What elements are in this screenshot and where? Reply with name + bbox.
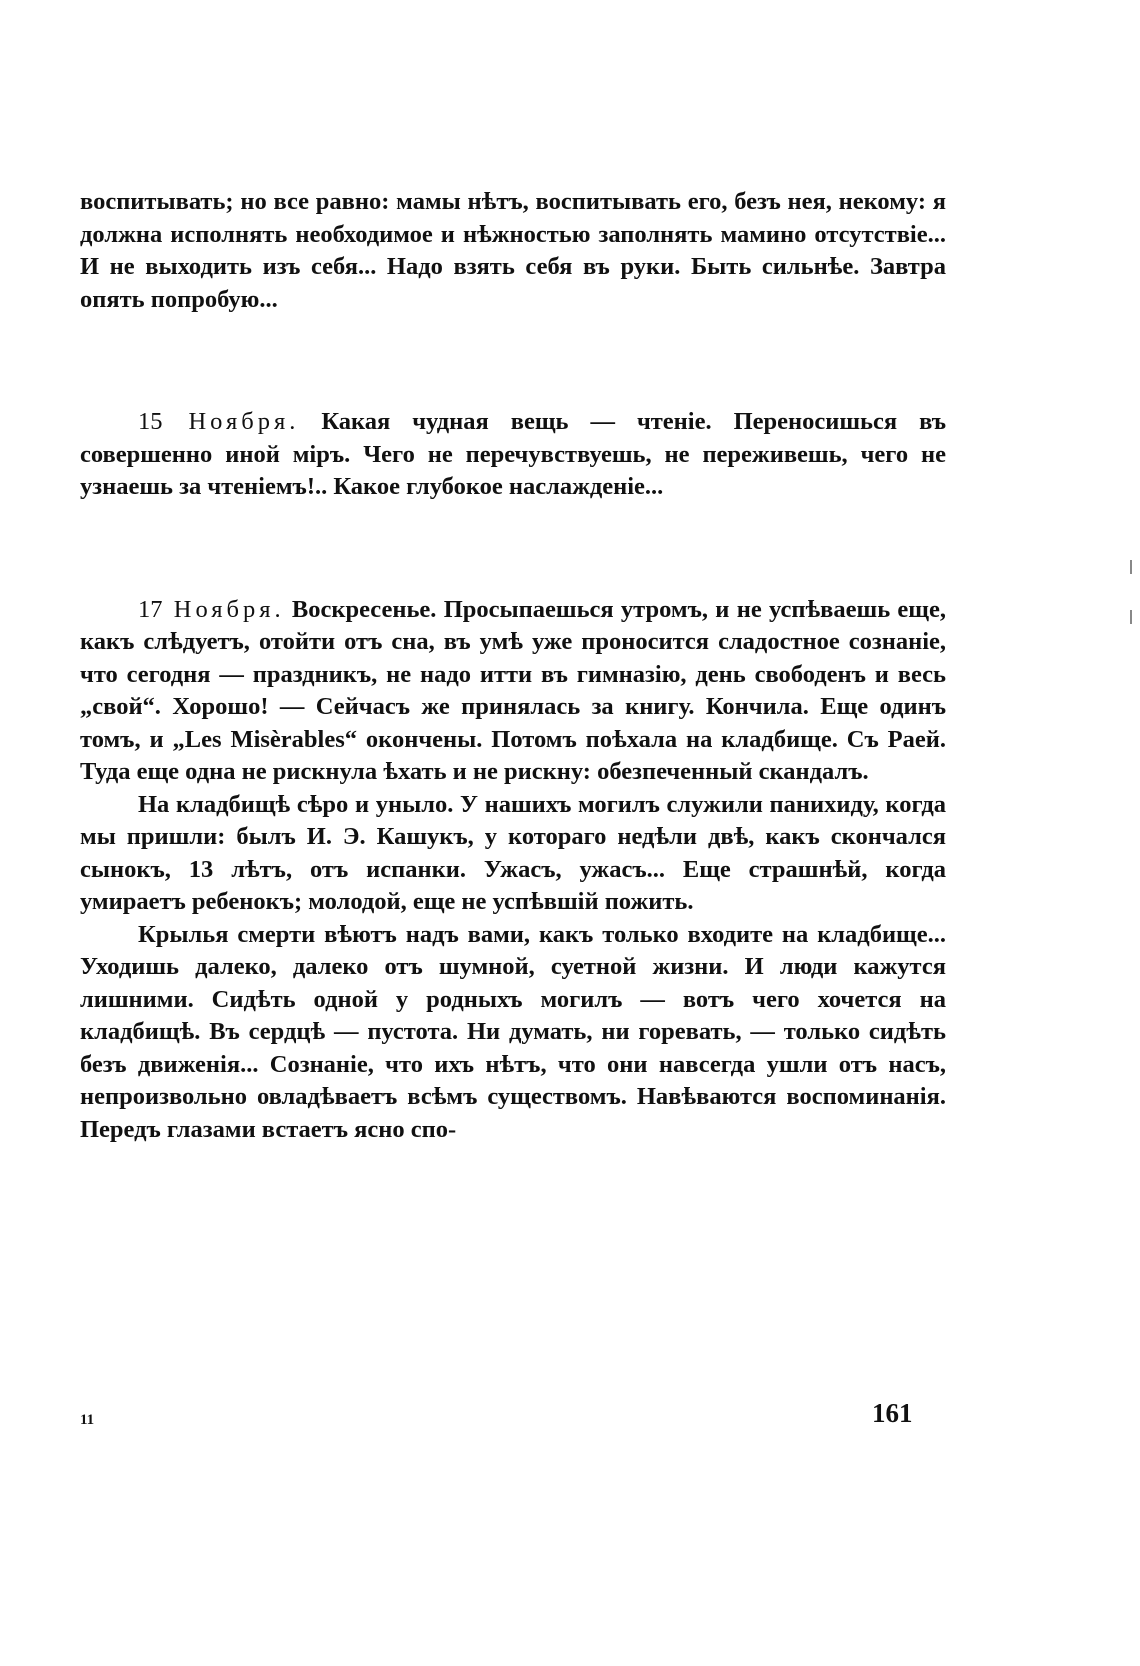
paragraph: [80, 594, 946, 789]
diary-entry-nov-17: [80, 594, 946, 1147]
page-number: 161: [872, 1398, 913, 1428]
scan-speck: [1130, 610, 1132, 624]
entry-text: Воскресенье. Просыпаешься утромъ, и не успѣваешь еще, какъ слѣдуетъ, отойти отъ сна, въ умѣ уже проносится сладостное сознаніе, что сегодня — праздникъ, не надо итти въ гимназію, день свободенъ и весь „свой“. Хорошо! — Сейчасъ же принялась за книгу. Кончила. Еще одинъ томъ, и „Les Misèrables“ окончены. Потомъ поѣхала на кладбище. Съ Раей. Туда еще одна не рискнула ѣхать и не рискну: обезпеченный скандалъ.: [80, 595, 946, 785]
diary-entry-continuation: [80, 186, 946, 316]
page-body: [80, 186, 946, 1146]
entry-date: [138, 408, 299, 435]
entry-date-day: 15: [138, 408, 163, 435]
entry-spacer: [80, 504, 946, 594]
entry-text: Какая чудная вещь — чтеніе. Переносишься въ совершенно иной міръ. Чего не перечувствуешь, не переживешь, чего не узнаешь за чтеніемъ!.. Какое глубокое наслажденіе...: [80, 408, 947, 500]
entry-date-month: Ноября.: [188, 408, 300, 435]
entry-date-month: Ноября.: [173, 595, 285, 623]
paragraph: [80, 406, 946, 504]
scan-speck: [1130, 560, 1132, 574]
entry-date: [138, 596, 285, 623]
paragraph: Крылья смерти вѣютъ надъ вами, какъ только входите на кладбище... Уходишь далеко, далеко отъ шумной, суетной жизни. И люди кажутся лишними. Сидѣть одной у родныхъ могилъ — вотъ чего хочется на кладбищѣ. Въ сердцѣ — пустота. Ни думать, ни горевать, — только сидѣть безъ движенія... Сознаніе, что ихъ нѣтъ, что они навсегда ушли отъ насъ, непроизвольно овладѣваетъ всѣмъ существомъ. Навѣваются воспоминанія. Передъ глазами встаетъ ясно спо-: [80, 920, 946, 1143]
paragraph: На кладбищѣ сѣро и уныло. У нашихъ могилъ служили панихиду, когда мы пришли: былъ И. Э. Кашукъ, у котораго недѣли двѣ, какъ скончался сынокъ, 13 лѣтъ, отъ испанки. Ужасъ, ужасъ... Еще страшнѣй, когда умираетъ ребенокъ; молодой, еще не успѣвшій пожить.: [80, 790, 946, 915]
diary-entry-nov-15: [80, 406, 946, 504]
signature-mark: 11: [80, 1412, 95, 1428]
entry-spacer: [80, 316, 946, 406]
paragraph: воспитывать; но все равно: мамы нѣтъ, воспитывать его, безъ нея, некому: я должна исполнять необходимое и нѣжностью заполнять мамино отсутствіе... И не выходить изъ себя... Надо взять себя въ руки. Быть сильнѣе. Завтра опять попробую...: [80, 188, 946, 313]
entry-date-day: 17: [138, 595, 163, 623]
